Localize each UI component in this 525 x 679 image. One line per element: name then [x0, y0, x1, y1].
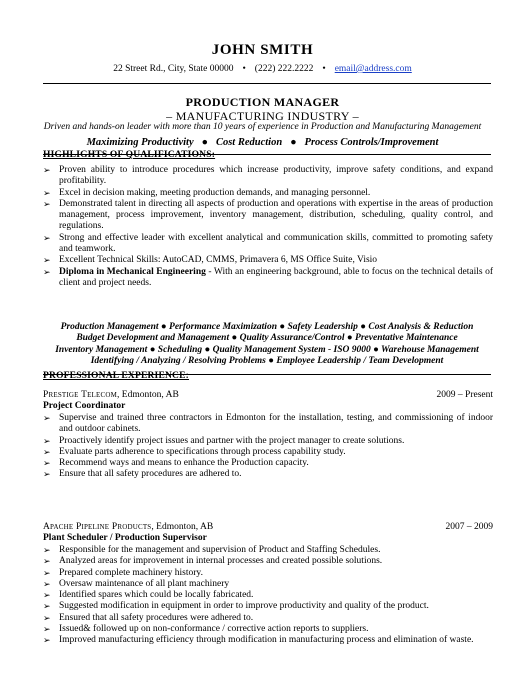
list-item: [43, 199, 493, 233]
list-item: [43, 624, 493, 635]
skills-line: Inventory Management ● Scheduling ● Quality Management System - ISO 9000 ● Warehouse Management: [55, 344, 479, 355]
header-divider: [43, 83, 491, 84]
list-item-text: Strong and effective leader with excellent analytical and communication skills, committed to promoting safety and teamwork.: [59, 232, 493, 255]
arrow-bullet-icon: ➢: [43, 458, 51, 469]
list-item-text: Excel in decision making, meeting production demands, and managing personnel.: [59, 187, 371, 198]
focus-areas: [0, 137, 525, 148]
list-item-text: Proven ability to introduce procedures which increase productivity, improve safety conditions, and expand profitability.: [59, 165, 493, 187]
list-item-text: Excellent Technical Skills: AutoCAD, CMMS, Primavera 6, MS Office Suite, Visio: [59, 255, 378, 266]
arrow-bullet-icon: ➢: [43, 469, 51, 480]
arrow-bullet-icon: ➢: [43, 635, 51, 646]
list-item: [43, 165, 493, 188]
list-item-text: Prepared complete machinery history.: [59, 567, 203, 578]
list-item-text: Supervise and trained three contractors in Edmonton for the installation, testing, and commissioning of indoor and outdoor cabinets.: [59, 413, 493, 435]
list-item: [43, 545, 493, 556]
list-item-text: Suggested modification in equipment in order to improve productivity and quality of the product.: [59, 601, 429, 612]
list-item: [43, 590, 493, 601]
arrow-bullet-icon: ➢: [43, 446, 51, 457]
job-duties-list: [43, 545, 493, 647]
focus-item: Maximizing Productivity: [86, 137, 194, 148]
phone: (222) 222.2222: [254, 64, 314, 74]
list-item-text: Improved manufacturing efficiency through modification in manufacturing process and elimination of waste.: [59, 635, 474, 646]
list-item: [43, 413, 493, 436]
email-link[interactable]: email@address.com: [334, 64, 412, 74]
list-item-text: Responsible for the management and supervision of Product and Staffing Schedules.: [59, 545, 381, 555]
list-item-text: - With an engineering background, able to focus on the technical details of client and project needs.: [59, 266, 494, 288]
list-item-text: Evaluate parts adherence to specifications through process capability study.: [59, 446, 346, 457]
company-name: Apache Pipeline Products: [43, 522, 152, 532]
bullet-separator: ●: [290, 137, 297, 148]
arrow-bullet-icon: ➢: [43, 601, 51, 612]
arrow-bullet-icon: ➢: [43, 612, 51, 623]
list-item: [43, 469, 493, 480]
job-duties-list: [43, 413, 493, 481]
bullet-separator: ●: [201, 137, 208, 148]
list-item: [43, 568, 493, 579]
job-header: [43, 522, 493, 532]
arrow-bullet-icon: ➢: [43, 165, 51, 175]
job-title: Plant Scheduler / Production Supervisor: [43, 533, 207, 543]
separator: •: [322, 64, 326, 74]
list-item-text: Ensure that all safety procedures are adhered to.: [59, 469, 242, 480]
list-item: [43, 579, 493, 590]
job-dates: 2009 – Present: [436, 390, 493, 400]
list-item: [43, 255, 493, 266]
list-item-text: Recommend ways and means to enhance the Production capacity.: [59, 458, 309, 469]
job-title: Project Coordinator: [43, 401, 126, 411]
list-item-text: Analyzed areas for improvement in internal processes and created possible solutions.: [59, 556, 383, 567]
list-item: [43, 436, 493, 447]
list-item: [43, 556, 493, 567]
list-item-text: Demonstrated talent in directing all aspects of production and operations with expertise in the areas of production management, process improvement, inventory management, distribution, scheduling, quality control, and regulations.: [59, 198, 493, 232]
focus-item: Process Controls/Improvement: [304, 137, 439, 148]
arrow-bullet-icon: ➢: [43, 578, 51, 589]
arrow-bullet-icon: ➢: [43, 590, 51, 601]
company-location: , Edmonton, AB: [117, 390, 179, 400]
highlights-list: [43, 165, 493, 289]
arrow-bullet-icon: ➢: [43, 187, 51, 198]
arrow-bullet-icon: ➢: [43, 545, 51, 555]
skills-line: Production Management ● Performance Maximization ● Safety Leadership ● Cost Analysis & Reduction: [60, 322, 474, 332]
list-item: [43, 447, 493, 458]
arrow-bullet-icon: ➢: [43, 198, 51, 209]
address: 22 Street Rd., City, State 00000: [113, 64, 234, 74]
list-item: [43, 267, 493, 290]
arrow-bullet-icon: ➢: [43, 435, 51, 446]
arrow-bullet-icon: ➢: [43, 266, 51, 277]
arrow-bullet-icon: ➢: [43, 556, 51, 567]
job-dates: 2007 – 2009: [445, 522, 493, 532]
list-item: [43, 458, 493, 469]
arrow-bullet-icon: ➢: [43, 567, 51, 578]
core-skills: [43, 322, 491, 368]
arrow-bullet-icon: ➢: [43, 255, 51, 266]
list-item: [43, 635, 493, 646]
arrow-bullet-icon: ➢: [43, 624, 51, 635]
contact-line: [0, 64, 525, 74]
list-item-bold: Diploma in Mechanical Engineering: [59, 266, 206, 277]
separator: •: [242, 64, 246, 74]
list-item-text: Proactively identify project issues and partner with the project manager to create solutions.: [59, 435, 405, 446]
company-name: Prestige Telecom: [43, 390, 118, 400]
list-item-text: Issued& followed up on non-conformance / corrective action reports to suppliers.: [59, 624, 369, 635]
industry-subtitle: – MANUFACTURING INDUSTRY –: [166, 109, 359, 123]
job-header: [43, 390, 493, 400]
skills-line: Identifying / Analyzing / Resolving Problems ● Employee Leadership / Team Development: [90, 356, 444, 367]
experience-heading: PROFESSIONAL EXPERIENCE:: [43, 371, 190, 381]
position-title: PRODUCTION MANAGER: [185, 95, 340, 109]
focus-item: Cost Reduction: [215, 137, 283, 148]
arrow-bullet-icon: ➢: [43, 413, 51, 423]
summary-statement: Driven and hands-on leader with more than 10 years of experience in Production and Manufacturing Management: [43, 122, 482, 132]
list-item: [43, 601, 493, 612]
list-item-text: Ensured that all safety procedures were adhered to.: [59, 612, 254, 623]
arrow-bullet-icon: ➢: [43, 232, 51, 243]
list-item-text: Oversaw maintenance of all plant machinery: [59, 578, 230, 589]
skills-line: Budget Development and Management ● Quality Assurance/Control ● Preventative Maintenance: [76, 333, 458, 344]
list-item: [43, 233, 493, 256]
company-location: , Edmonton, AB: [151, 522, 214, 532]
list-item-text: Identified spares which could be locally fabricated.: [59, 590, 254, 601]
candidate-name: JOHN SMITH: [211, 42, 314, 58]
list-item: [43, 613, 493, 624]
list-item: [43, 188, 493, 199]
highlights-heading: HIGHLIGHTS OF QUALIFICATIONS:: [43, 150, 216, 160]
